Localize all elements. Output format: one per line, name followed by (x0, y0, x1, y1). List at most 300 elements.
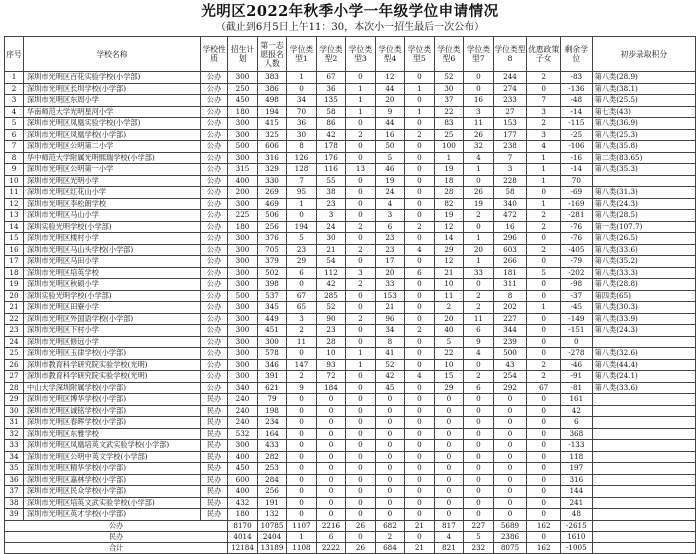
table-cell: 200 (228, 187, 257, 199)
table-cell: 300 (228, 118, 257, 130)
table-cell: 0 (346, 210, 375, 222)
table-cell: 23 (375, 233, 404, 245)
table-cell: 315 (228, 164, 257, 176)
table-cell: 100 (434, 141, 463, 153)
table-cell: 0 (434, 463, 463, 475)
score-cell (592, 486, 695, 498)
table-cell: 1 (346, 106, 375, 118)
table-cell: 21 (5, 302, 24, 314)
table-cell: 11 (464, 118, 493, 130)
table-row (5, 106, 696, 118)
document-subtitle: （截止到6月5日上午11：30，本次小一招生最后一次公布） (215, 22, 485, 33)
table-cell: 16 (493, 221, 527, 233)
column-header: 优惠政策子女 (527, 37, 561, 72)
table-cell: 340 (493, 198, 527, 210)
table-cell: 153 (375, 290, 404, 302)
table-cell: -151 (561, 325, 593, 337)
table-cell: 54 (316, 256, 345, 268)
summary-cell: 8170 (228, 520, 257, 531)
table-body (5, 72, 696, 554)
table-cell: -83 (561, 72, 593, 84)
school-name-cell: 深圳市光明区下村小学 (23, 325, 200, 337)
table-cell: 300 (228, 129, 257, 141)
table-cell: 23 (316, 198, 345, 210)
table-cell: 0 (434, 405, 463, 417)
table-cell: 36 (5, 474, 24, 486)
score-cell: 第八类(33.6) (592, 244, 695, 256)
table-cell: 27 (5, 371, 24, 383)
table-cell: 26 (464, 187, 493, 199)
column-header: 初步录取积分 (592, 37, 695, 72)
table-cell: 28 (434, 187, 463, 199)
table-cell: 公办 (200, 152, 227, 164)
table-cell: 0 (405, 440, 434, 452)
table-cell: 0 (434, 417, 463, 429)
table-cell: 0 (493, 405, 527, 417)
table-cell: 16 (375, 129, 404, 141)
table-cell: 346 (257, 359, 286, 371)
school-name-cell: 深圳市光明区凤凰实验学校(小学部) (23, 118, 200, 130)
score-cell: 第八类(33.3) (592, 267, 695, 279)
summary-cell: 8075 (493, 542, 527, 553)
table-cell: 180 (228, 509, 257, 521)
table-cell: 12 (5, 198, 24, 210)
table-cell: 29 (5, 394, 24, 406)
table-cell: 300 (228, 233, 257, 245)
table-cell: 0 (464, 83, 493, 95)
table-cell: 公办 (200, 118, 227, 130)
score-cell: 第八类(24.3) (592, 325, 695, 337)
table-cell: 26 (464, 129, 493, 141)
table-cell: 42 (375, 371, 404, 383)
table-cell: 0 (405, 187, 434, 199)
table-cell: 18 (5, 267, 24, 279)
school-name-cell: 深圳市光明区马田小学 (23, 256, 200, 268)
table-cell: 13 (5, 210, 24, 222)
table-cell: 0 (375, 451, 404, 463)
table-cell: 300 (228, 371, 257, 383)
table-cell: 300 (228, 279, 257, 291)
table-cell: -69 (561, 187, 593, 199)
school-name-cell: 深圳市光明区马山小学 (23, 210, 200, 222)
table-cell: 0 (527, 279, 561, 291)
school-name-cell: 华中师范大学附属光明熙瑞学校(小学部) (23, 152, 200, 164)
table-cell: 民办 (200, 497, 227, 509)
table-cell: 705 (257, 244, 286, 256)
table-cell: 0 (405, 336, 434, 348)
table-cell: 6 (561, 417, 593, 429)
table-row (5, 164, 696, 176)
table-cell: 0 (316, 474, 345, 486)
table-cell: 4 (405, 244, 434, 256)
column-header: 学位类型7 (464, 37, 493, 72)
table-row (5, 141, 696, 153)
table-cell: 1 (346, 359, 375, 371)
summary-cell: 5 (464, 531, 493, 542)
column-header: 序号 (5, 37, 24, 72)
table-cell: 33 (5, 440, 24, 452)
school-name-cell: 深圳市光明区修远小学 (23, 336, 200, 348)
table-cell: 19 (5, 279, 24, 291)
score-cell (592, 428, 695, 440)
table-cell: 0 (464, 451, 493, 463)
table-cell: 58 (493, 187, 527, 199)
table-cell: 0 (405, 394, 434, 406)
table-cell: 3 (464, 106, 493, 118)
table-cell: 公办 (200, 106, 227, 118)
table-cell: 0 (346, 394, 375, 406)
score-cell: 第八类(33.6) (592, 382, 695, 394)
school-name-cell: 深圳市光明区东雅学校 (23, 428, 200, 440)
table-cell: 2 (527, 359, 561, 371)
table-cell: 368 (561, 428, 593, 440)
table-cell: 282 (257, 451, 286, 463)
table-cell: 11 (464, 313, 493, 325)
table-cell: 4 (527, 141, 561, 153)
table-cell: 19 (434, 210, 463, 222)
table-cell: 公办 (200, 233, 227, 245)
table-cell: 469 (257, 198, 286, 210)
school-name-cell: 深圳市光明区凤凰学校(小学部) (23, 129, 200, 141)
table-cell: -106 (561, 141, 593, 153)
table-cell: 0 (464, 359, 493, 371)
table-row (5, 175, 696, 187)
table-cell: 27 (493, 106, 527, 118)
table-cell: 1 (287, 198, 316, 210)
table-cell: 9 (287, 382, 316, 394)
table-cell: 13 (346, 164, 375, 176)
school-name-cell: 深圳市光明区公明中英文学校(小学部) (23, 451, 200, 463)
table-cell: 0 (464, 72, 493, 84)
table-cell: 43 (493, 359, 527, 371)
table-cell: 0 (316, 405, 345, 417)
table-cell: 316 (561, 474, 593, 486)
table-cell: 0 (405, 279, 434, 291)
table-cell: 0 (375, 394, 404, 406)
table-cell: 93 (316, 359, 345, 371)
table-cell: 33 (375, 279, 404, 291)
table-cell: 民办 (200, 474, 227, 486)
school-name-cell: 深圳市光明区博华学校(小学部) (23, 394, 200, 406)
score-cell (592, 509, 695, 521)
table-row (5, 348, 696, 360)
table-cell: -202 (561, 267, 593, 279)
table-cell: 0 (527, 325, 561, 337)
table-cell: 0 (346, 509, 375, 521)
table-row (5, 95, 696, 107)
table-cell: 300 (228, 325, 257, 337)
table-cell: 227 (493, 313, 527, 325)
table-cell: 4 (464, 152, 493, 164)
table-cell: 0 (405, 509, 434, 521)
table-cell: 400 (228, 486, 257, 498)
table-cell: -14 (561, 106, 593, 118)
score-cell: 第八类(35.8) (592, 141, 695, 153)
table-cell: 36 (287, 118, 316, 130)
table-row (5, 290, 696, 302)
table-cell: -136 (561, 83, 593, 95)
table-cell: 2 (346, 313, 375, 325)
table-cell: 164 (257, 428, 286, 440)
table-cell: 234 (257, 417, 286, 429)
score-cell: 第八类(35.3) (592, 164, 695, 176)
table-cell: 0 (527, 394, 561, 406)
school-name-cell: 深圳市光明区楼村小学 (23, 233, 200, 245)
table-cell: 0 (287, 463, 316, 475)
table-cell: 0 (527, 463, 561, 475)
table-cell: 238 (493, 141, 527, 153)
school-name-cell: 深圳市光明区英才学校(小学部) (23, 509, 200, 521)
table-cell: 2 (527, 210, 561, 222)
table-cell: 20 (375, 267, 404, 279)
table-cell: 2 (527, 371, 561, 383)
table-cell: 432 (228, 497, 257, 509)
school-name-cell: 深圳市光明区嘉林学校(小学部) (23, 474, 200, 486)
column-header: 学位类型3 (346, 37, 375, 72)
table-cell: 0 (405, 95, 434, 107)
table-cell: 公办 (200, 244, 227, 256)
table-row (5, 256, 696, 268)
table-cell: 公办 (200, 371, 227, 383)
table-cell: 0 (561, 336, 593, 348)
table-cell: 4 (405, 371, 434, 383)
table-cell: 433 (257, 440, 286, 452)
table-cell: 0 (405, 233, 434, 245)
summary-cell: 1 (287, 531, 316, 542)
table-cell: -16 (561, 152, 593, 164)
table-row (5, 129, 696, 141)
table-cell: 296 (493, 233, 527, 245)
table-cell: 2 (346, 244, 375, 256)
school-name-cell: 深圳市光明区秋硕小学 (23, 279, 200, 291)
summary-cell: 2 (375, 531, 404, 542)
table-cell: 0 (405, 198, 434, 210)
table-cell: 240 (228, 417, 257, 429)
table-cell: 2 (405, 221, 434, 233)
table-cell: 197 (561, 463, 593, 475)
table-cell: 0 (287, 405, 316, 417)
table-cell: 253 (257, 463, 286, 475)
table-cell: 0 (346, 325, 375, 337)
table-cell: 0 (346, 72, 375, 84)
table-cell: 5 (375, 152, 404, 164)
table-cell: 0 (346, 451, 375, 463)
column-header: 剩余学位 (561, 37, 593, 72)
table-cell: 0 (493, 451, 527, 463)
summary-cell: 817 (434, 520, 463, 531)
table-cell: 6 (5, 129, 24, 141)
table-cell: 0 (527, 313, 561, 325)
table-cell: 0 (527, 509, 561, 521)
table-cell: 0 (434, 394, 463, 406)
table-cell: 公办 (200, 141, 227, 153)
table-cell: 11 (287, 336, 316, 348)
school-name-cell: 深圳市教育科学研究院实验学校(光明) (23, 359, 200, 371)
table-cell: 42 (316, 129, 345, 141)
table-cell: 12 (434, 256, 463, 268)
table-cell: 6 (464, 382, 493, 394)
table-cell: 民办 (200, 405, 227, 417)
table-cell: 0 (527, 348, 561, 360)
table-cell: 29 (434, 382, 463, 394)
table-cell: 578 (257, 348, 286, 360)
summary-cell: 0 (346, 531, 375, 542)
table-cell: 8 (287, 141, 316, 153)
table-cell: 0 (316, 463, 345, 475)
table-cell: 45 (375, 382, 404, 394)
table-row (5, 417, 696, 429)
table-cell: 86 (316, 118, 345, 130)
table-cell: 12 (434, 221, 463, 233)
score-cell (592, 417, 695, 429)
summary-cell: 1108 (287, 542, 316, 553)
table-cell: 5 (527, 267, 561, 279)
table-cell: 10 (316, 348, 345, 360)
table-cell: 0 (287, 497, 316, 509)
summary-label: 公办 (5, 520, 228, 531)
table-cell: 386 (257, 83, 286, 95)
table-cell: 0 (346, 175, 375, 187)
table-cell: 44 (375, 83, 404, 95)
table-cell: 532 (228, 428, 257, 440)
table-cell: 25 (5, 348, 24, 360)
table-cell: 603 (493, 244, 527, 256)
score-cell (592, 463, 695, 475)
table-cell: 52 (316, 302, 345, 314)
table-cell: 0 (405, 486, 434, 498)
table-cell: -14 (561, 164, 593, 176)
table-cell: 0 (493, 486, 527, 498)
table-cell: 1 (527, 175, 561, 187)
column-header: 学校名称 (23, 37, 200, 72)
table-cell: 民办 (200, 394, 227, 406)
table-cell: 0 (375, 463, 404, 475)
table-cell: 公办 (200, 290, 227, 302)
table-cell: 民办 (200, 428, 227, 440)
table-cell: 0 (316, 509, 345, 521)
table-cell: 28 (5, 382, 24, 394)
summary-label: 合计 (5, 542, 228, 553)
score-cell: 第八类(44.4) (592, 359, 695, 371)
table-cell: 9 (375, 106, 404, 118)
summary-cell: 227 (464, 520, 493, 531)
school-name-cell: 深圳实验光明学校(小学部) (23, 221, 200, 233)
table-cell: 0 (316, 394, 345, 406)
table-cell: 2 (346, 279, 375, 291)
school-name-cell: 深圳市光明区百花实验学校(小学部) (23, 72, 200, 84)
table-cell: 415 (257, 118, 286, 130)
table-cell: 118 (561, 451, 593, 463)
table-row (5, 440, 696, 452)
score-cell: 第八类(28.9) (592, 72, 695, 84)
table-cell: 21 (434, 267, 463, 279)
table-cell: 0 (464, 221, 493, 233)
column-header: 学位类型6 (434, 37, 463, 72)
table-cell: 44 (375, 118, 404, 130)
table-cell: 79 (257, 394, 286, 406)
score-cell: 第二类(83.65) (592, 152, 695, 164)
score-cell (592, 474, 695, 486)
table-cell: 民办 (200, 486, 227, 498)
table-cell: 0 (405, 210, 434, 222)
table-cell: -45 (561, 302, 593, 314)
table-cell: 0 (346, 474, 375, 486)
table-cell: 0 (346, 382, 375, 394)
table-cell: 30 (434, 83, 463, 95)
school-name-cell: 华南师范大学光明星河小学 (23, 106, 200, 118)
table-cell: 0 (493, 509, 527, 521)
table-cell: 9 (5, 164, 24, 176)
table-cell: 2 (405, 129, 434, 141)
table-cell: 132 (257, 509, 286, 521)
table-row (5, 267, 696, 279)
table-cell: 0 (375, 474, 404, 486)
table-cell: 606 (257, 141, 286, 153)
summary-row (5, 520, 696, 531)
table-cell: 0 (434, 474, 463, 486)
table-cell: -91 (561, 371, 593, 383)
summary-cell: 21 (405, 542, 434, 553)
table-cell: 28 (316, 336, 345, 348)
summary-cell: 682 (375, 520, 404, 531)
table-cell: 300 (228, 302, 257, 314)
table-cell: 147 (287, 359, 316, 371)
table-cell: 0 (287, 348, 316, 360)
table-cell: 37 (434, 95, 463, 107)
table-cell: 472 (493, 210, 527, 222)
table-cell: 274 (493, 83, 527, 95)
table-cell: 7 (5, 141, 24, 153)
table-cell: 0 (405, 152, 434, 164)
table-cell: 0 (405, 474, 434, 486)
column-header: 招生计划 (228, 37, 257, 72)
table-cell: 225 (228, 210, 257, 222)
table-cell: 34 (375, 325, 404, 337)
score-cell: 第八类(25.3) (592, 129, 695, 141)
table-cell: 0 (405, 405, 434, 417)
table-cell: -76 (561, 233, 593, 245)
table-cell: 176 (316, 152, 345, 164)
table-cell: 30 (5, 405, 24, 417)
table-cell: 0 (346, 371, 375, 383)
table-cell: 537 (257, 290, 286, 302)
table-cell: 0 (464, 486, 493, 498)
table-cell: 19 (464, 198, 493, 210)
table-cell: 48 (561, 509, 593, 521)
table-cell: -133 (561, 440, 593, 452)
table-cell: 0 (346, 336, 375, 348)
table-cell: 500 (493, 348, 527, 360)
table-cell: 6 (375, 221, 404, 233)
score-cell: 第七类(43) (592, 106, 695, 118)
table-cell: 2 (464, 210, 493, 222)
table-cell: 0 (346, 486, 375, 498)
table-cell: 300 (228, 244, 257, 256)
table-cell: 0 (375, 486, 404, 498)
table-row (5, 497, 696, 509)
table-cell: 2 (464, 371, 493, 383)
table-cell: 5 (5, 118, 24, 130)
table-cell: -278 (561, 348, 593, 360)
table-cell: 38 (316, 187, 345, 199)
table-row (5, 428, 696, 440)
table-cell: 公办 (200, 256, 227, 268)
table-cell: 7 (493, 152, 527, 164)
table-cell: 公办 (200, 336, 227, 348)
score-cell: 第八类(30.3) (592, 302, 695, 314)
table-cell: 0 (287, 279, 316, 291)
score-cell (592, 497, 695, 509)
